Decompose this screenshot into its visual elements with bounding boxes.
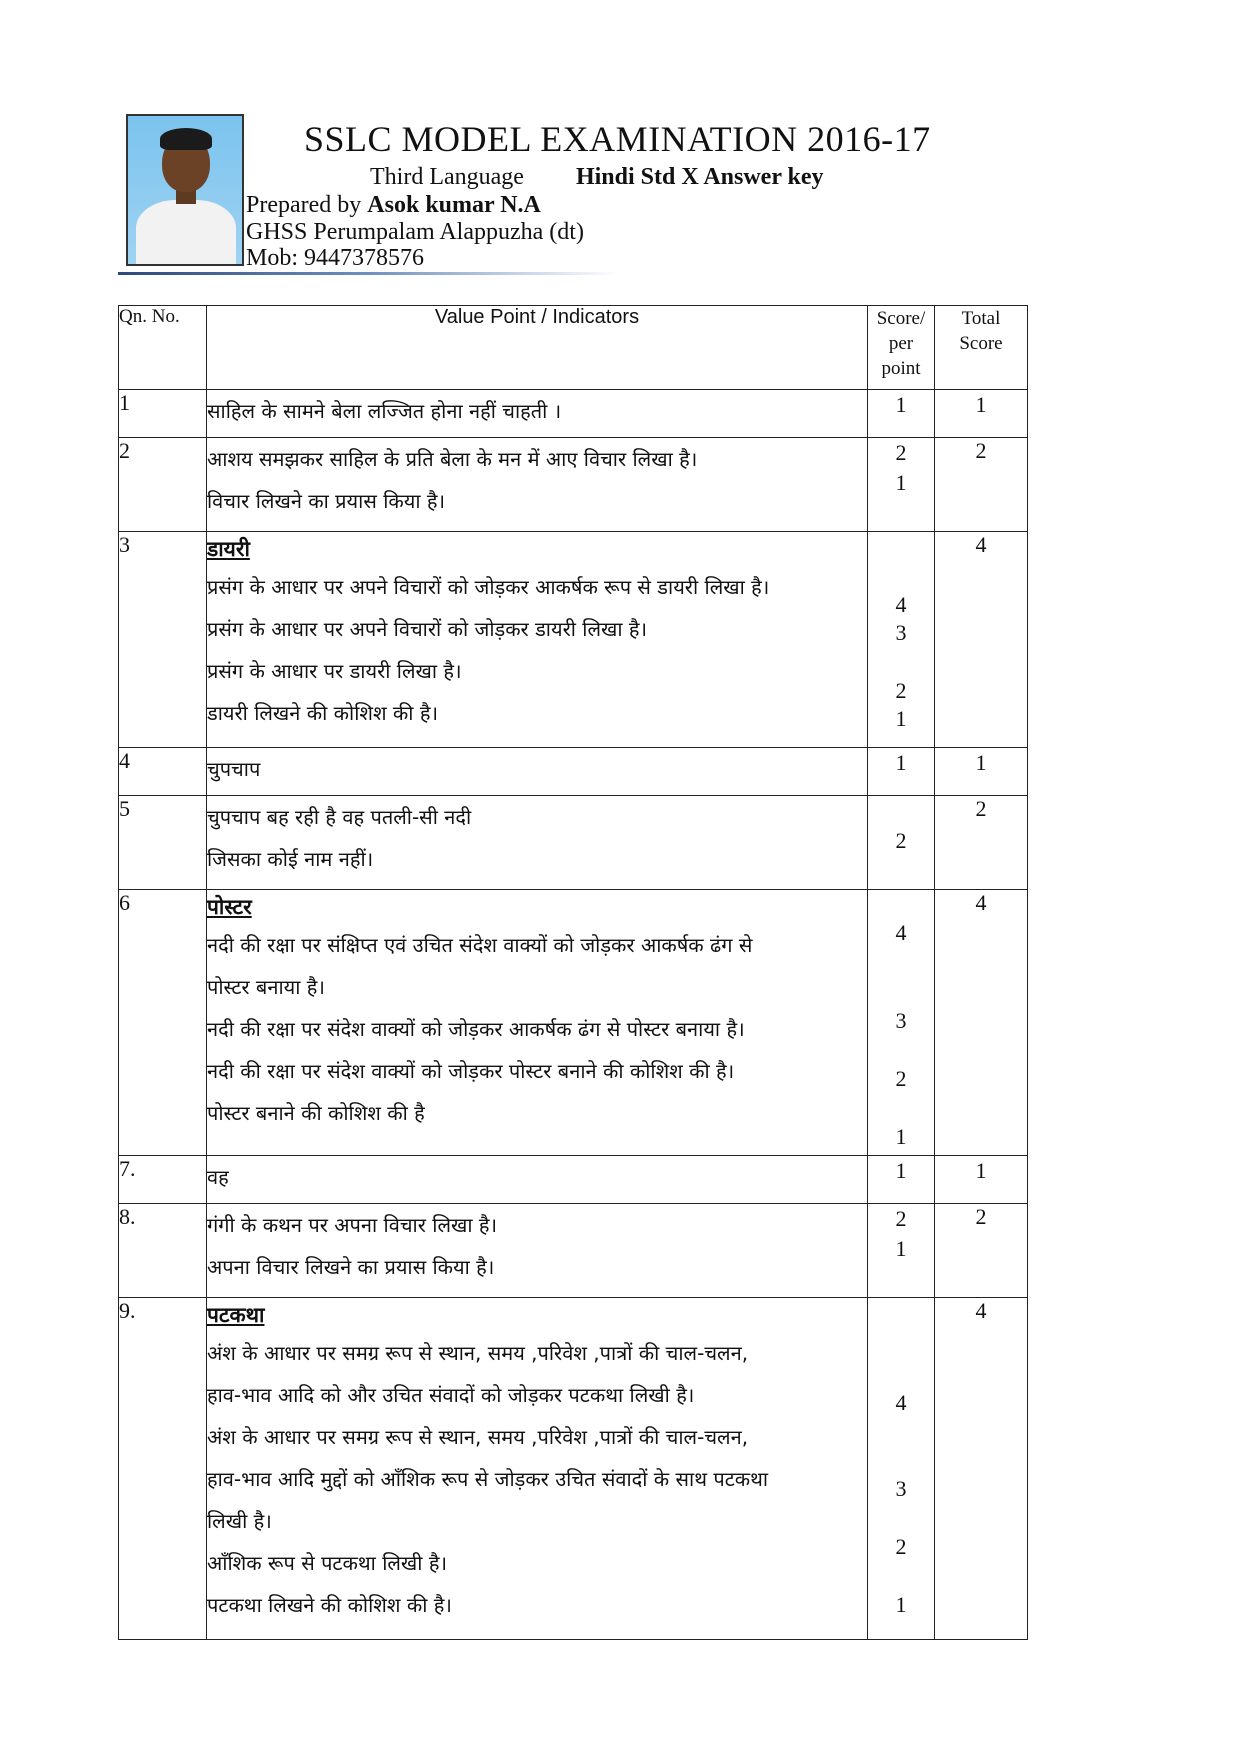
total-score: 2 [935,1204,1028,1298]
indicator-line: गंगी के कथन पर अपना विचार लिखा है। [207,1213,498,1237]
task-heading: पटकथा [207,1303,265,1327]
col-header-qn-no: Qn. No. [119,306,207,390]
value-points [207,1156,868,1204]
indicator-line: वह [207,1165,229,1189]
indicator-line: पटकथा लिखने की कोशिश की है। [207,1593,452,1617]
indicator-line: अंश के आधार पर समग्र रूप से स्थान, समय ,परिवेश ,पात्रों की चाल-चलन, [207,1341,749,1365]
indicator-line: चुपचाप बह रही है वह पतली-सी नदी [207,805,472,829]
total-score: 1 [935,748,1028,796]
total-score: 2 [935,438,1028,532]
score-value: 4 [895,1390,907,1415]
header-divider [118,272,618,275]
score-value: 1 [895,1124,907,1149]
indicator-line: जिसका कोई नाम नहीं। [207,847,374,871]
score-per-point [868,796,935,890]
total-score: 2 [935,796,1028,890]
score-value: 1 [895,470,907,495]
prepared-by: Prepared by Asok kumar N.A [246,192,541,218]
indicator-line: प्रसंग के आधार पर अपने विचारों को जोड़कर डायरी लिखा है। [207,617,648,641]
score-per-point [868,748,935,796]
score-value: 2 [895,1206,907,1231]
table-row [119,1156,1028,1204]
col-header-score-per-point: Score/ per point [868,306,935,390]
value-points [207,748,868,796]
school-name: GHSS Perumpalam Alappuzha (dt) [246,219,584,245]
score-value: 1 [895,1592,907,1617]
table-row [119,532,1028,748]
total-score: 1 [935,1156,1028,1204]
score-value: 2 [895,440,907,465]
indicator-line: आँशिक रूप से पटकथा लिखी है। [207,1551,448,1575]
indicator-line: हाव-भाव आदि मुद्दों को आँशिक रूप से जोड़कर उचित संवादों के साथ पटकथा [207,1467,769,1491]
question-number: 7. [119,1156,207,1204]
value-points [207,1204,868,1298]
indicator-line: नदी की रक्षा पर संदेश वाक्यों को जोड़कर पोस्टर बनाने की कोशिश की है। [207,1059,735,1083]
indicator-line: नदी की रक्षा पर संक्षिप्त एवं उचित संदेश वाक्यों को जोड़कर आकर्षक ढंग से [207,933,753,957]
subject-label: Hindi Std X Answer key [575,164,824,190]
score-value: 1 [895,392,907,417]
score-value: 2 [895,1066,907,1091]
value-points [207,1298,868,1640]
value-points [207,390,868,438]
score-per-point [868,1204,935,1298]
indicator-line: पोस्टर बनाने की कोशिश की है [207,1101,425,1125]
question-number: 5 [119,796,207,890]
score-value: 1 [895,706,907,731]
indicator-line: विचार लिखने का प्रयास किया है। [207,489,446,513]
indicator-line: चुपचाप [207,757,261,781]
indicator-line: लिखी है। [207,1509,272,1533]
mobile-number: Mob: 9447378576 [246,245,425,271]
answer-key-table [118,305,1028,1640]
question-number: 6 [119,890,207,1156]
score-value: 3 [895,620,907,645]
table-row [119,890,1028,1156]
question-number: 4 [119,748,207,796]
score-per-point [868,438,935,532]
indicator-line: पोस्टर बनाया है। [207,975,325,999]
col-header-total-score: Total Score [935,306,1028,390]
question-number: 8. [119,1204,207,1298]
score-value: 3 [895,1008,907,1033]
task-heading: डायरी [207,537,250,561]
table-row [119,438,1028,532]
total-score: 4 [935,532,1028,748]
table-header-row [119,306,1028,390]
question-number: 1 [119,390,207,438]
score-value: 2 [895,1534,907,1559]
score-per-point [868,390,935,438]
exam-title: SSLC MODEL EXAMINATION 2016-17 [304,119,931,159]
col-header-value-point: Value Point / Indicators [207,306,868,390]
value-points [207,438,868,532]
table-row [119,748,1028,796]
task-heading: पोस्टर [207,895,252,919]
value-points [207,532,868,748]
author-photo [126,114,244,266]
table-row [119,390,1028,438]
indicator-line: साहिल के सामने बेला लज्जित होना नहीं चाहती । [207,399,562,423]
score-value: 2 [895,828,907,853]
indicator-line: नदी की रक्षा पर संदेश वाक्यों को जोड़कर आकर्षक ढंग से पोस्टर बनाया है। [207,1017,745,1041]
exam-subtitle [370,164,824,191]
value-points [207,796,868,890]
table-row [119,1298,1028,1640]
score-value: 1 [895,1158,907,1183]
document-header [118,112,1018,280]
language-label: Third Language [370,164,524,190]
score-per-point [868,890,935,1156]
score-per-point [868,532,935,748]
score-value: 1 [895,750,907,775]
indicator-line: आशय समझकर साहिल के प्रति बेला के मन में आए विचार लिखा है। [207,447,698,471]
indicator-line: प्रसंग के आधार पर अपने विचारों को जोड़कर आकर्षक रूप से डायरी लिखा है। [207,575,770,599]
value-points [207,890,868,1156]
score-value: 3 [895,1476,907,1501]
total-score: 1 [935,390,1028,438]
score-per-point [868,1156,935,1204]
score-value: 4 [895,592,907,617]
indicator-line: हाव-भाव आदि को और उचित संवादों को जोड़कर पटकथा लिखी है। [207,1383,695,1407]
indicator-line: अपना विचार लिखने का प्रयास किया है। [207,1255,495,1279]
total-score: 4 [935,890,1028,1156]
table-row [119,796,1028,890]
score-value: 2 [895,678,907,703]
score-per-point [868,1298,935,1640]
score-value: 1 [895,1236,907,1261]
author-name: Asok kumar N.A [367,192,541,218]
total-score: 4 [935,1298,1028,1640]
question-number: 9. [119,1298,207,1640]
question-number: 2 [119,438,207,532]
question-number: 3 [119,532,207,748]
indicator-line: अंश के आधार पर समग्र रूप से स्थान, समय ,परिवेश ,पात्रों की चाल-चलन, [207,1425,749,1449]
table-row [119,1204,1028,1298]
indicator-line: प्रसंग के आधार पर डायरी लिखा है। [207,659,462,683]
score-value: 4 [895,920,907,945]
indicator-line: डायरी लिखने की कोशिश की है। [207,701,439,725]
